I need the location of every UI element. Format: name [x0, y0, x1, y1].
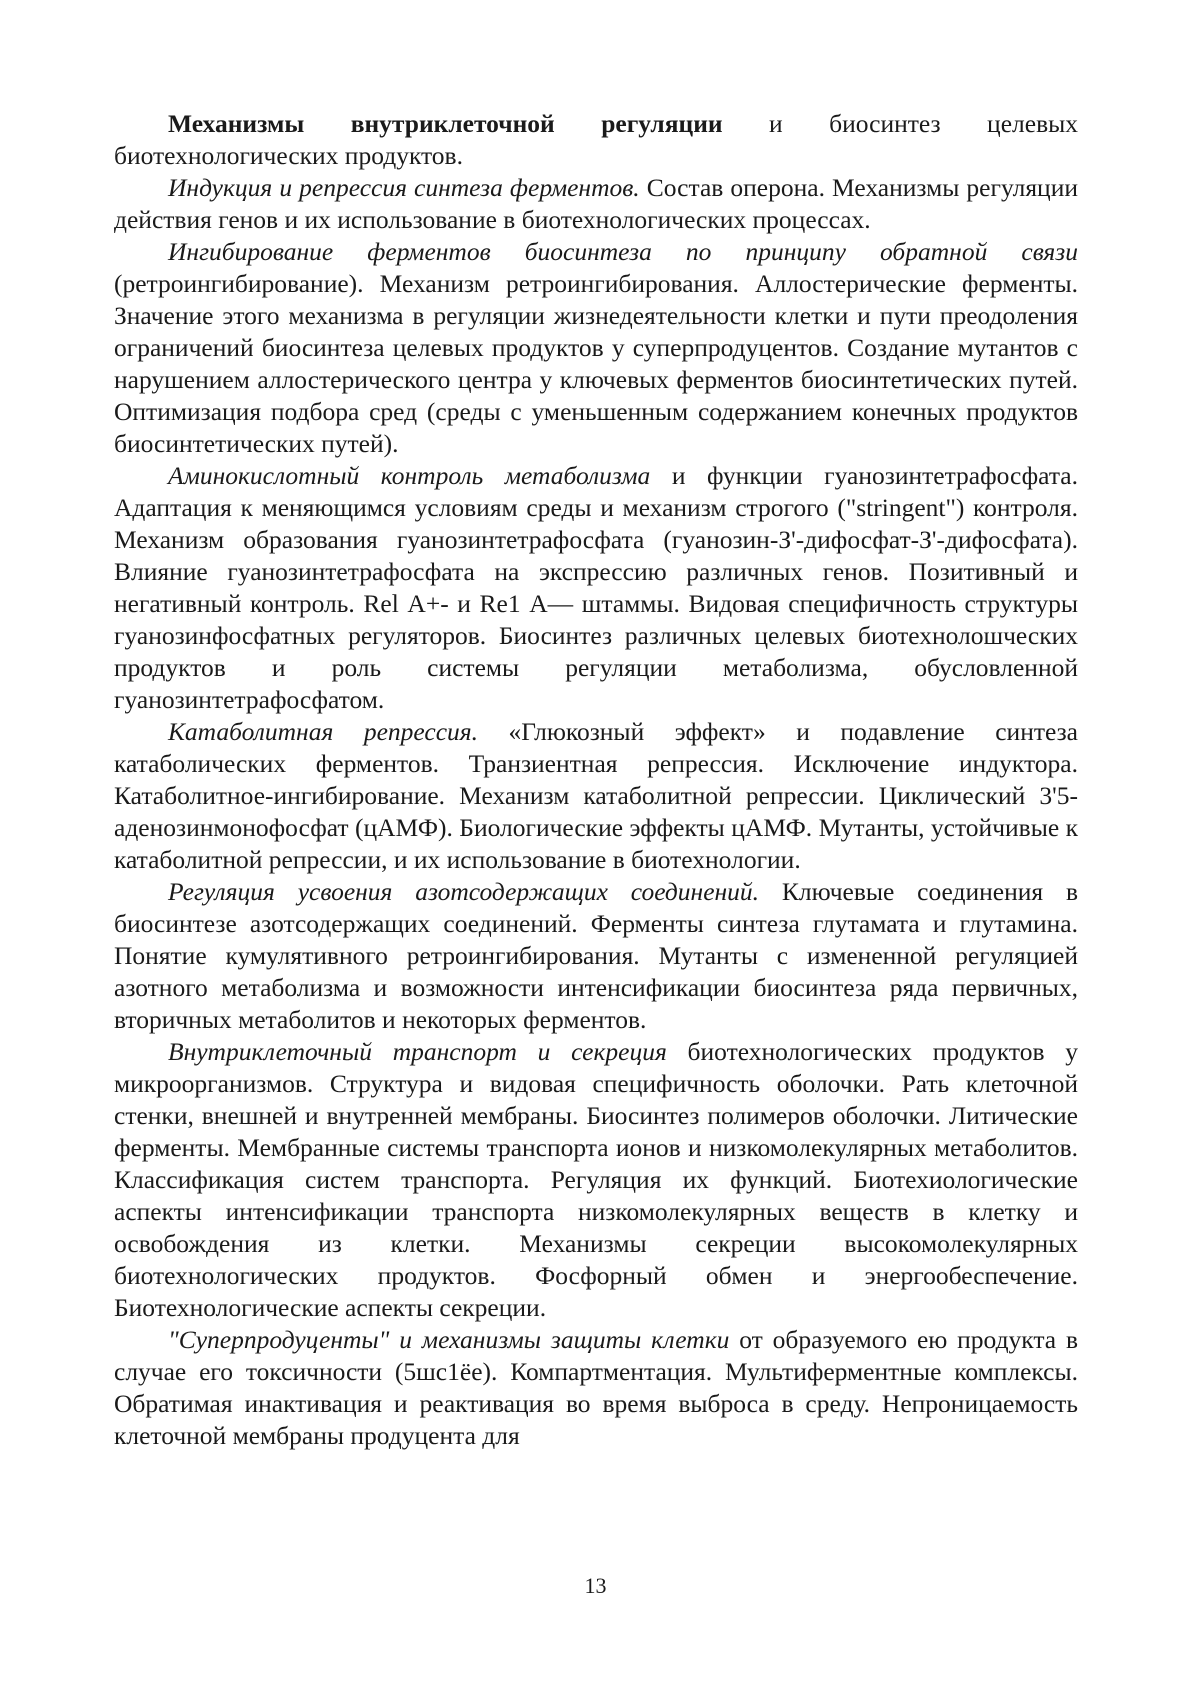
paragraph-superproducers	[114, 1324, 1078, 1452]
paragraph-text: Ключевые соединения в биосинтезе азотсодержащих соединений. Ферменты синтеза глутамата и глутамина. Понятие кумулятивного ретроингибирования. Мутанты с измененной регуляцией азотного метаболизма и возможности интенсификации биосинтеза ряда первичных, вторичных метаболитов и некоторых ферментов.	[114, 877, 1078, 1034]
paragraph-lead: Аминокислотный контроль метаболизма	[168, 461, 651, 490]
paragraph-feedback-inhibition	[114, 236, 1078, 460]
document-body	[114, 108, 1078, 1452]
paragraph-text: Состав оперона. Механизмы регуляции действия генов и их использование в биотехнологических процессах.	[114, 173, 1078, 234]
paragraph-text: и биосинтез целевых биотехнологических продуктов.	[114, 109, 1078, 170]
paragraph-text: (ретроингибирование). Механизм ретроингибирования. Аллостерические ферменты. Значение этого механизма в регуляции жизнедеятельности клетки и пути преодоления ограничений биосинтеза целевых продуктов у суперпродуцентов. Создание мутантов с нарушением аллостерического центра у ключевых ферментов биосинтетических путей. Оптимизация подбора сред (среды с уменьшенным содержанием конечных продуктов биосинтетических путей).	[114, 269, 1078, 458]
paragraph-amino-acid-control	[114, 460, 1078, 716]
paragraph-text: и функции гуанозинтетрафосфата. Адаптация к меняющимся условиям среды и механизм строгого ("stringent") контроля. Механизм образования гуанозинтетрафосфата (гуанозин-З'-дифосфат-З'-дифосфата). Влияние гуанозинтетрафосфата на экспрессию различных генов. Позитивный и негативный контроль. Rel А+- и Re1 А— штаммы. Видовая специфичность структуры гуанозинфосфатных регуляторов. Биосинтез различных целевых биотехнолошческих продуктов и роль системы регуляции метаболизма, обусловленной гуанозинтетрафосфатом.	[114, 461, 1078, 714]
paragraph-lead: "Суперпродуценты" и механизмы защиты клетки	[168, 1325, 730, 1354]
paragraph-lead: Катаболитная репрессия.	[168, 717, 478, 746]
paragraph-lead: Механизмы внутриклеточной регуляции	[168, 109, 723, 138]
paragraph-text: «Глюкозный эффект» и подавление синтеза катаболических ферментов. Транзиентная репрессия. Исключение индуктора. Катаболитное-ингибирование. Механизм катаболитной репрессии. Циклический 3'5-аденозинмонофосфат (цАМФ). Биологические эффекты цАМФ. Мутанты, устойчивые к катаболитной репрессии, и их использование в биотехнологии.	[114, 717, 1079, 874]
paragraph-text: от образуемого ею продукта в случае его токсичности (5шс1ёе). Компартментация. Мультиферментные комплексы. Обратимая инактивация и реактивация во время выброса в среду. Непроницаемость клеточной мембраны продуцента для	[114, 1325, 1078, 1450]
paragraph-lead: Ингибирование ферментов биосинтеза по принципу обратной связи	[168, 237, 1078, 266]
paragraph-lead: Внутриклеточный транспорт и секреция	[168, 1037, 667, 1066]
paragraph-catabolite-repression	[114, 716, 1078, 876]
paragraph-transport-secretion	[114, 1036, 1078, 1324]
page-number: 13	[584, 1573, 607, 1598]
paragraph-nitrogen-regulation	[114, 876, 1078, 1036]
paragraph-lead: Регуляция усвоения азотсодержащих соединений.	[168, 877, 760, 906]
paragraph-induction-repression	[114, 172, 1078, 236]
paragraph-text: биотехнологических продуктов у микроорганизмов. Структура и видовая специфичность оболочки. Рать клеточной стенки, внешней и внутренней мембраны. Биосинтез полимеров оболочки. Литические ферменты. Мембранные системы транспорта ионов и низкомолекулярных метаболитов. Классификация систем транспорта. Регуляция их функций. Биотехиологические аспекты интенсификации транспорта низкомолекулярных веществ в клетку и освобождения из клетки. Механизмы секреции высокомолекулярных биотехнологических продуктов. Фосфорный обмен и энергообеспечение. Биотехнологические аспекты секреции.	[114, 1037, 1078, 1322]
paragraph-lead: Индукция и репрессия синтеза ферментов.	[168, 173, 640, 202]
paragraph-regulation-mechanisms	[114, 108, 1078, 172]
